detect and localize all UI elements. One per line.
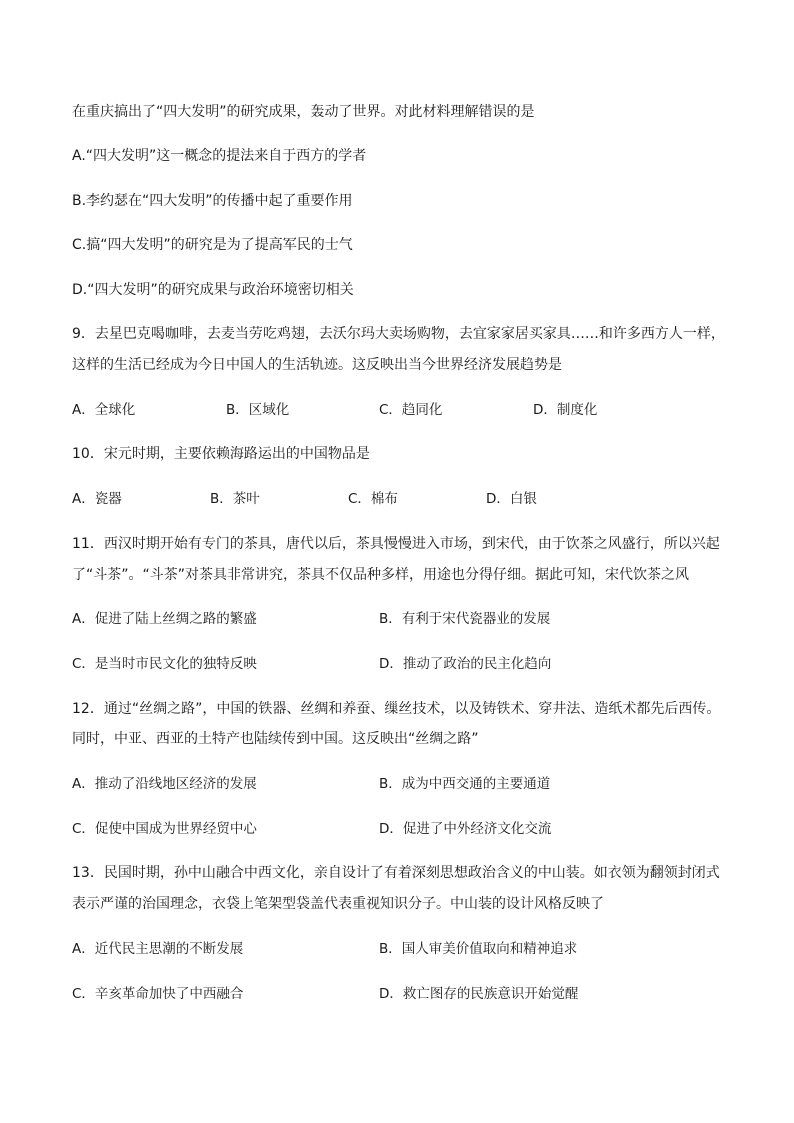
q9-stem-line-1: 9．去星巴克喝咖啡，去麦当劳吃鸡翅，去沃尔玛大卖场购物，去宜家家居买家具……和许多西方人一样， [72,326,725,342]
q12-option-b: B．成为中西交通的主要通道 [379,776,551,792]
q10-option-b: B．茶叶 [210,491,260,507]
q13-option-a: A．近代民主思潮的不断发展 [72,941,244,957]
q13-stem-line-2: 表示严谨的治国理念，衣袋上笔架型袋盖代表重视知识分子。中山装的设计风格反映了 [72,896,604,912]
q9-stem-line-2: 这样的生活已经成为今日中国人的生活轨迹。这反映出当今世界经济发展趋势是 [72,357,562,373]
q13-option-c: C．辛亥革命加快了中西融合 [72,986,244,1002]
q8-stem-tail: 在重庆搞出了“四大发明”的研究成果，轰动了世界。对此材料理解错误的是 [72,104,535,120]
q11-stem-line-2: 了“斗茶”。“斗茶”对茶具非常讲究，茶具不仅品种多样，用途也分得仔细。据此可知，宋代饮茶之风 [72,567,690,583]
q10-option-a: A．瓷器 [72,491,122,507]
q9-option-b: B．区域化 [226,402,290,418]
q12-option-c: C．促使中国成为世界经贸中心 [72,821,257,837]
q12-stem-line-2: 同时，中亚、西亚的土特产也陆续传到中国。这反映出“丝绸之路” [72,731,479,747]
q11-stem-line-1: 11．西汉时期开始有专门的茶具，唐代以后，茶具慢慢进入市场，到宋代，由于饮茶之风盛行，所以兴起 [72,536,720,552]
q9-option-d: D．制度化 [533,402,598,418]
q12-option-a: A．推动了沿线地区经济的发展 [72,776,257,792]
q12-option-d: D．促进了中外经济文化交流 [379,821,552,837]
q10-option-c: C．棉布 [348,491,398,507]
q8-option-b: B.李约瑟在“四大发明”的传播中起了重要作用 [72,193,353,209]
q12-stem-line-1: 12．通过“丝绸之路”，中国的铁器、丝绸和养蚕、缫丝技术，以及铸铁术、穿井法、造纸术都先后西传。 [72,701,721,717]
q13-stem-line-1: 13．民国时期，孙中山融合中西文化，亲自设计了有着深刻思想政治含义的中山装。如衣领为翻领封闭式 [72,865,720,881]
q11-option-b: B．有利于宋代瓷器业的发展 [379,611,551,627]
q10-option-d: D．白银 [486,491,537,507]
q13-option-b: B．国人审美价值取向和精神追求 [379,941,578,957]
q11-option-c: C．是当时市民文化的独特反映 [72,656,257,672]
q8-option-a: A.“四大发明”这一概念的提法来自于西方的学者 [72,148,367,164]
q11-option-a: A．促进了陆上丝绸之路的繁盛 [72,611,257,627]
q13-option-d: D．救亡图存的民族意识开始觉醒 [379,986,579,1002]
q9-option-c: C．趋同化 [379,402,443,418]
q9-option-a: A．全球化 [72,402,136,418]
q10-stem: 10．宋元时期，主要依赖海路运出的中国物品是 [72,446,370,462]
q8-option-d: D.“四大发明”的研究成果与政治环境密切相关 [72,282,354,298]
q8-option-c: C.搞“四大发明”的研究是为了提高军民的士气 [72,237,353,253]
q11-option-d: D．推动了政治的民主化趋向 [379,656,552,672]
